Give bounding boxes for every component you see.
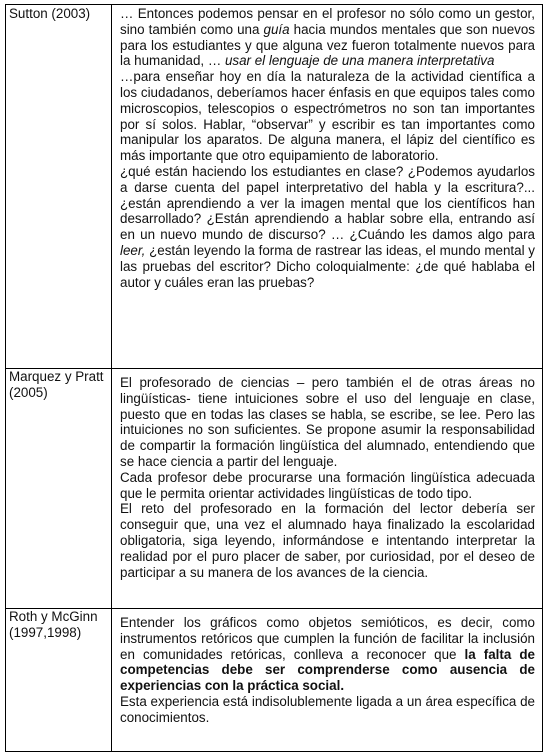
quote-text: hacia mundos mentales que son nuevos para los estudiantes y que alguna vez fueron totalmente nuevos para la humanidad, …	[120, 21, 536, 69]
quote-text: ¿están leyendo la forma de rastrear las ideas, el mundo mental y las pruebas del escritor? Dicho coloquialmente: ¿de qué hablaba el autor y cuáles eran las pruebas?	[120, 242, 535, 290]
author-name: Sutton (2003)	[9, 6, 91, 21]
quote-cell	[112, 609, 543, 752]
table-row	[6, 369, 543, 609]
quote-text: Entender los gráficos como objetos semióticos, es decir, como instrumentos retóricos que cumplen la función de facilitar la inclusión en comunidades retóricas, conlleva a reconocer que	[120, 615, 535, 662]
quote-emphasis: usar el lenguaje de una manera interpretativa	[224, 53, 495, 69]
quote-bold: la falta de competencias debe ser comprenderse como ausencia de experiencias con la práctica social.	[120, 646, 535, 694]
quote-text: … Entonces podemos pensar en el profesor no sólo como un gestor, sino también como una	[120, 6, 535, 37]
quote-paragraph: …para enseñar hoy en día la naturaleza de la actividad científica a los ciudadanos, deberíamos hacer énfasis en que equipos tales como microscopios, telescopios o espectrómetros no son tan importantes por sí solos. Hablar, “observar” y escribir es tan importantes como manipular los aparatos. De alguna manera, el lápiz del científico es más importante que otro equipamiento de laboratorio.	[120, 69, 535, 164]
author-cell	[6, 5, 112, 369]
quote-paragraph: Cada profesor debe procurarse una formación lingüística adecuada que le permita orientar actividades lingüísticas de todo tipo.	[120, 469, 535, 501]
quote-emphasis: guía	[263, 21, 290, 37]
quote-cell	[112, 369, 543, 609]
table-row	[6, 5, 543, 369]
quote-paragraph: Esta experiencia está indisolublemente ligada a un área específica de conocimientos.	[120, 693, 535, 725]
quote-paragraph	[120, 615, 535, 694]
citations-table	[5, 4, 543, 752]
author-name: Roth y McGinn (1997,1998)	[9, 609, 98, 640]
author-cell	[6, 369, 112, 609]
quote-paragraph: El reto del profesorado en la formación del lector debería ser conseguir que, una vez el alumnado haya finalizado la escolaridad obligatoria, siga leyendo, informándose e intentando interpretar la realidad por el puro placer de saber, por curiosidad, por el deseo de participar a su manera de los avances de la ciencia.	[120, 501, 535, 580]
quote-paragraph: El profesorado de ciencias – pero también el de otras áreas no lingüísticas- tiene intuiciones sobre el uso del lenguaje en clase, puesto que en todas las clases se habla, se escribe, se lee. Pero las intuiciones no son suficientes. Se propone asumir la responsabilidad de compartir la formación lingüística del alumnado, entendiendo que se hace ciencia a partir del lenguaje.	[120, 375, 535, 469]
author-name: Marquez y Pratt (2005)	[9, 369, 104, 400]
quote-text: ¿qué están haciendo los estudiantes en clase? ¿Podemos ayudarlos a darse cuenta del papel interpretativo del habla y la escritura?...¿están aprendiendo a ver la imagen mental que los científicos han desarrollado? ¿Están aprendiendo a hablar sobre ella, entrando así en un nuevo mundo de discurso? … ¿Cuándo les damos algo para	[120, 163, 535, 243]
author-cell	[6, 609, 112, 752]
quote-paragraph	[120, 164, 535, 290]
quote-emphasis: leer,	[120, 242, 146, 258]
quote-cell	[112, 5, 543, 369]
quote-paragraph	[120, 6, 535, 69]
table-row	[6, 609, 543, 752]
